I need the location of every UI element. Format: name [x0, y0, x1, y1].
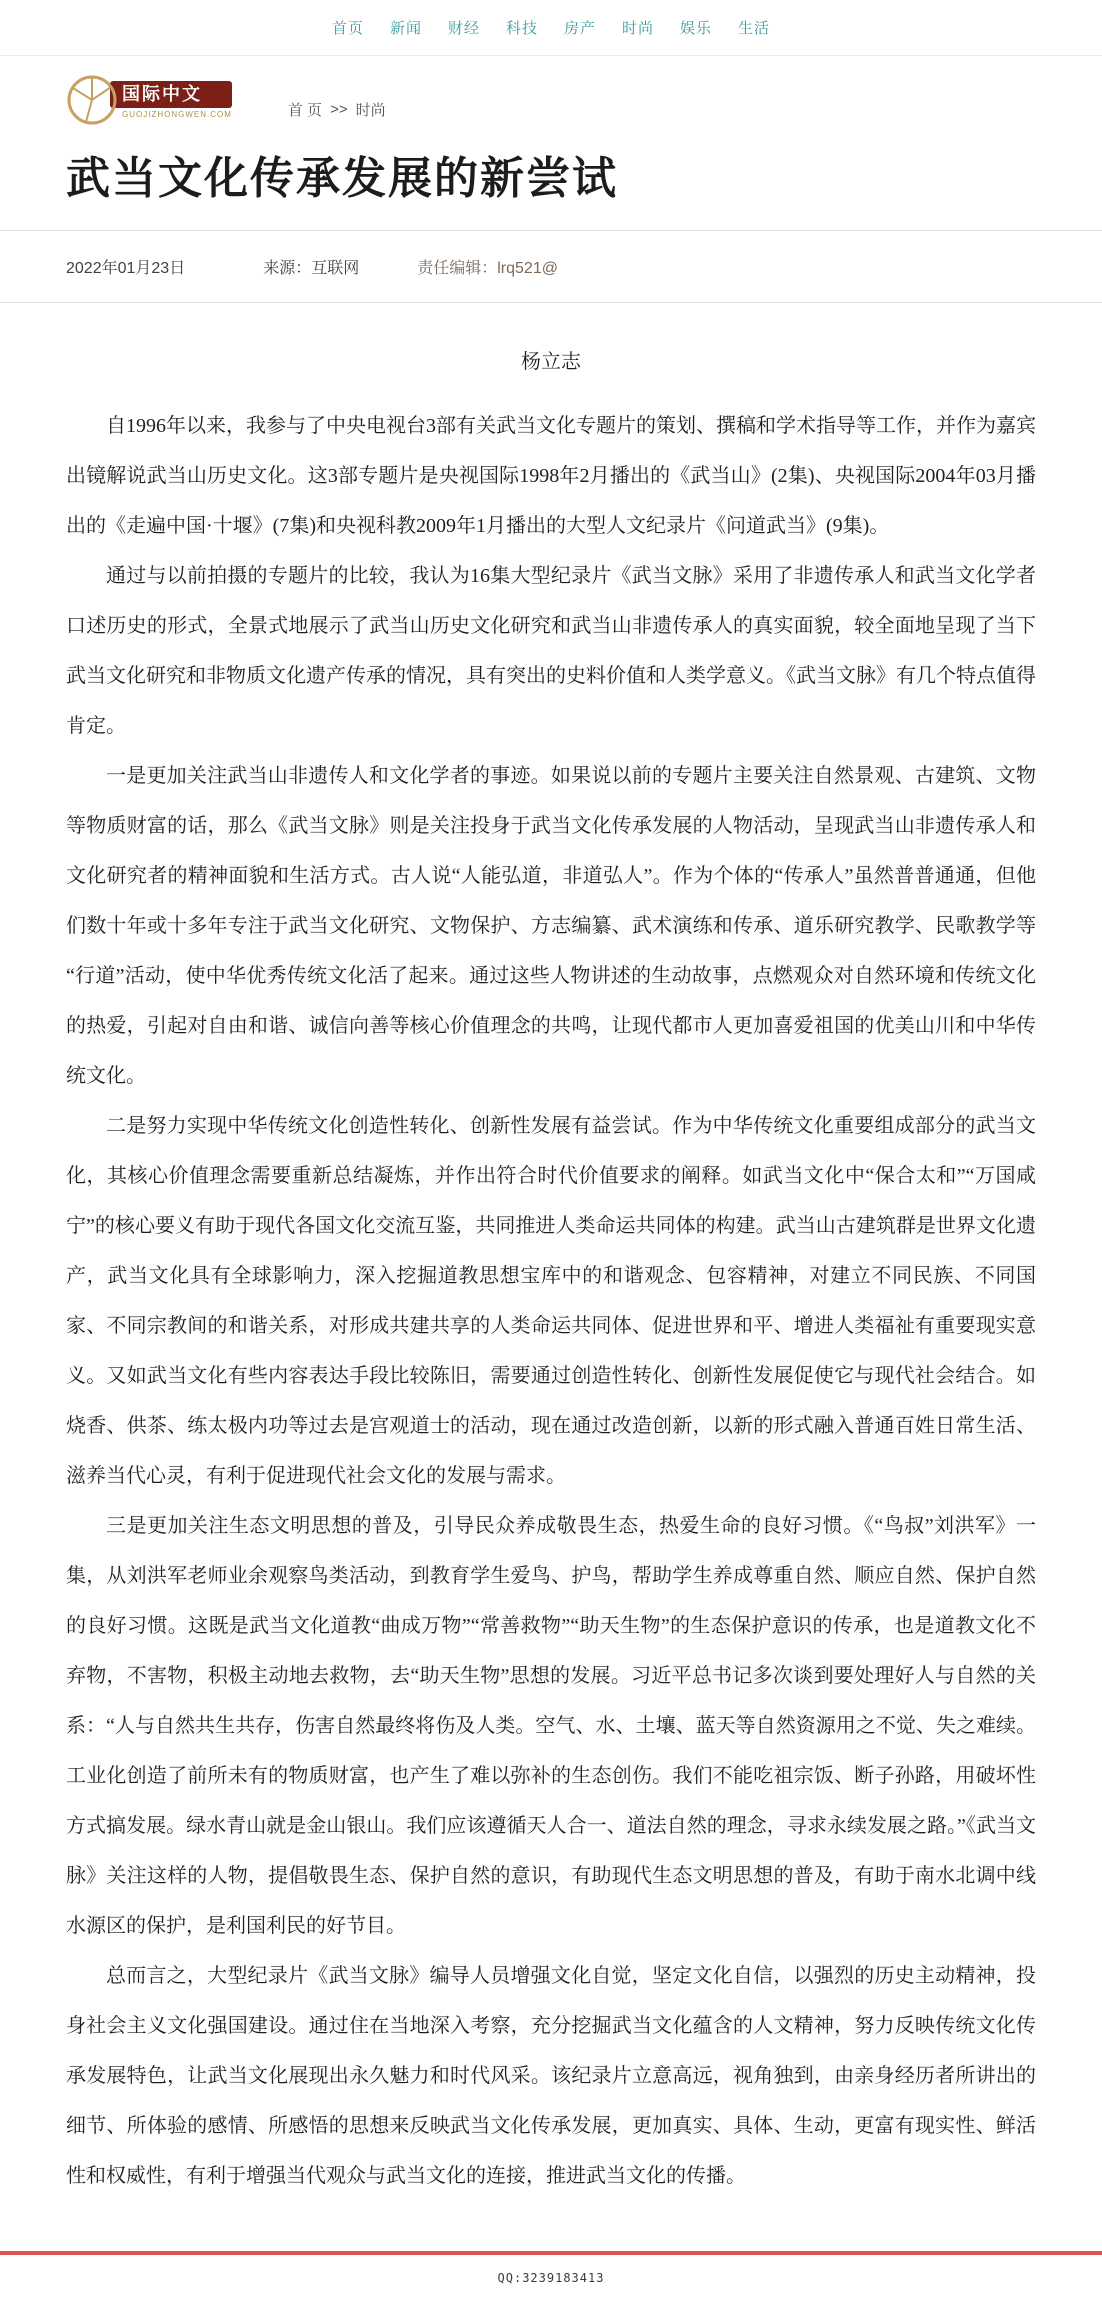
article-author: 杨立志	[521, 351, 581, 373]
nav-link[interactable]: 娱乐	[680, 20, 713, 37]
article-paragraph: 二是努力实现中华传统文化创造性转化、创新性发展有益尝试。作为中华传统文化重要组成部分的武当文化，其核心价值理念需要重新总结凝炼，并作出符合时代价值要求的阐释。如武当文化中“保合太和”“万国咸宁”的核心要义有助于现代各国文化交流互鉴，共同推进人类命运共同体的构建。武当山古建筑群是世界文化遗产，武当文化具有全球影响力，深入挖掘道教思想宝库中的和谐观念、包容精神，对建立不同民族、不同国家、不同宗教间的和谐关系，对形成共建共享的人类命运共同体、促进世界和平、增进人类福祉有重要现实意义。又如武当文化有些内容表达手段比较陈旧，需要通过创造性转化、创新性发展促使它与现代社会结合。如烧香、供茶、练太极内功等过去是宫观道士的活动，现在通过改造创新，以新的形式融入普通百姓日常生活、滋养当代心灵，有利于促进现代社会文化的发展与需求。	[66, 1115, 1036, 1487]
article-paragraph: 通过与以前拍摄的专题片的比较，我认为16集大型纪录片《武当文脉》采用了非遗传承人和武当文化学者口述历史的形式，全景式地展示了武当山历史文化研究和武当山非遗传承人的真实面貌，较全面地呈现了当下武当文化研究和非物质文化遗产传承的情况，具有突出的史料价值和人类学意义。《武当文脉》有几个特点值得肯定。	[66, 565, 1036, 737]
top-nav	[0, 0, 1102, 56]
nav-link[interactable]: 新闻	[389, 20, 422, 37]
logo-title: 国际中文	[110, 81, 232, 109]
source-label: 来源：	[263, 260, 312, 277]
nav-link[interactable]: 首页	[331, 20, 364, 37]
breadcrumb-home-link[interactable]: 首 页	[287, 101, 323, 119]
breadcrumb-current-category[interactable]: 时尚	[355, 101, 386, 119]
publish-date: 2022年01月23日	[66, 260, 186, 277]
source-field	[263, 255, 359, 278]
source-value: 互联网	[311, 260, 360, 277]
nav-link[interactable]: 生活	[738, 20, 771, 37]
footer-qq-contact: QQ:3239183413	[497, 2271, 605, 2285]
article-paragraph: 自1996年以来，我参与了中央电视台3部有关武当文化专题片的策划、撰稿和学术指导等工作，并作为嘉宾出镜解说武当山历史文化。这3部专题片是央视国际1998年2月播出的《武当山》(2集)、央视国际2004年03月播出的《走遍中国·十堰》(7集)和央视科教2009年1月播出的大型人文纪录片《问道武当》(9集)。	[66, 415, 1036, 537]
article-body	[66, 303, 1036, 2201]
editor-field	[417, 255, 558, 278]
article-paragraph: 三是更加关注生态文明思想的普及，引导民众养成敬畏生态，热爱生命的良好习惯。《“鸟叔”刘洪军》一集，从刘洪军老师业余观察鸟类活动，到教育学生爱鸟、护鸟，帮助学生养成尊重自然、顺应自然、保护自然的良好习惯。这既是武当文化道教“曲成万物”“常善救物”“助天生物”的生态保护意识的传承，也是道教文化不弃物，不害物，积极主动地去救物，去“助天生物”思想的发展。习近平总书记多次谈到要处理好人与自然的关系：“人与自然共生共存，伤害自然最终将伤及人类。空气、水、土壤、蓝天等自然资源用之不觉、失之难续。工业化创造了前所未有的物质财富，也产生了难以弥补的生态创伤。我们不能吃祖宗饭、断子孙路，用破坏性方式搞发展。绿水青山就是金山银山。我们应该遵循天人合一、道法自然的理念，寻求永续发展之路。”《武当文脉》关注这样的人物，提倡敬畏生态、保护自然的意识，有助现代生态文明思想的普及，有助于南水北调中线水源区的保护，是利国利民的好节目。	[66, 1515, 1036, 1937]
logo-text-block	[110, 81, 232, 120]
top-nav-links	[332, 17, 770, 38]
page-title: 武当文化传承发展的新尝试	[66, 154, 618, 203]
site-logo[interactable]	[66, 74, 232, 126]
editor-value: lrq521@	[497, 260, 558, 277]
aperture-logo-icon	[66, 74, 118, 126]
nav-link[interactable]: 科技	[505, 20, 538, 37]
article-paragraph: 总而言之，大型纪录片《武当文脉》编导人员增强文化自觉，坚定文化自信，以强烈的历史主动精神，投身社会主义文化强国建设。通过住在当地深入考察，充分挖掘武当文化蕴含的人文精神，努力反映传统文化传承发展特色，让武当文化展现出永久魅力和时代风采。该纪录片立意高远，视角独到，由亲身经历者所讲出的细节、所体验的感情、所感悟的思想来反映武当文化传承发展，更加真实、具体、生动，更富有现实性、鲜活性和权威性，有利于增强当代观众与武当文化的连接，推进武当文化的传播。	[66, 1965, 1036, 2187]
editor-label: 责任编辑：	[417, 260, 498, 277]
article-meta-strip	[0, 230, 1102, 303]
article-paragraphs	[66, 401, 1036, 2201]
logo-domain: GUOJIZHONGWEN.COM	[122, 110, 232, 120]
page-footer	[0, 2251, 1102, 2303]
site-header	[66, 56, 1036, 136]
nav-link[interactable]: 财经	[447, 20, 480, 37]
breadcrumb-separator: >>	[330, 100, 348, 118]
nav-link[interactable]: 房产	[564, 20, 597, 37]
article-paragraph: 一是更加关注武当山非遗传人和文化学者的事迹。如果说以前的专题片主要关注自然景观、古建筑、文物等物质财富的话，那么《武当文脉》则是关注投身于武当文化传承发展的人物活动，呈现武当山非遗传承人和文化研究者的精神面貌和生活方式。古人说“人能弘道，非道弘人”。作为个体的“传承人”虽然普普通通，但他们数十年或十多年专注于武当文化研究、文物保护、方志编纂、武术演练和传承、道乐研究教学、民歌教学等“行道”活动，使中华优秀传统文化活了起来。通过这些人物讲述的生动故事，点燃观众对自然环境和传统文化的热爱，引起对自由和谐、诚信向善等核心价值理念的共鸣，让现代都市人更加喜爱祖国的优美山川和中华传统文化。	[66, 765, 1036, 1087]
nav-link[interactable]: 时尚	[622, 20, 655, 37]
breadcrumb	[288, 99, 386, 120]
